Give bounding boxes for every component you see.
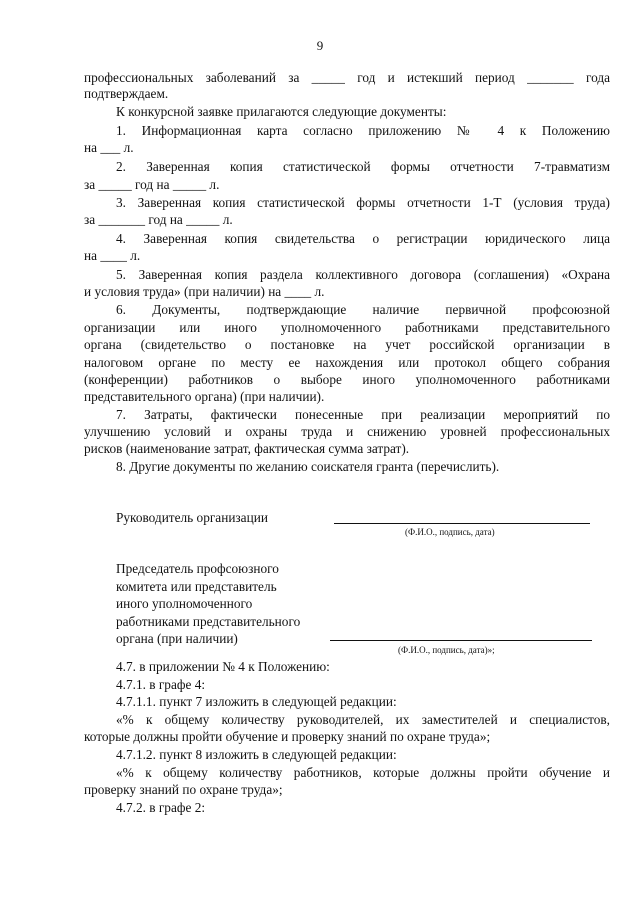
amendment-line: 4.7.1.2. пункт 8 изложить в следующей редакции: — [116, 747, 397, 762]
body-line: за _______ год на _____ л. — [84, 212, 233, 227]
amendment-line: «% к общему количеству руководителей, их заместителей и специалистов, — [116, 712, 610, 727]
signature-label-line: Председатель профсоюзного — [116, 561, 279, 576]
signature-label-head: Руководитель организации — [116, 510, 268, 525]
signature-label-line: работниками представительного — [116, 613, 301, 629]
signature-label-line: комитета или представитель — [116, 578, 277, 594]
signature-caption-union: (Ф.И.О., подпись, дата)»; — [398, 645, 495, 655]
signature-caption-head: (Ф.И.О., подпись, дата) — [405, 527, 495, 537]
amendment-line: 4.7. в приложении № 4 к Положению: — [116, 659, 330, 674]
signature-line-union — [330, 640, 592, 641]
body-line: улучшению условий и охраны труда и снижению уровней профессиональных — [84, 424, 610, 439]
body-line: на ___ л. — [84, 140, 134, 155]
body-line: 3. Заверенная копия статистической формы отчетности 1-Т (условия труда) — [116, 195, 610, 210]
body-line: организации или иного уполномоченного работниками представительного — [84, 320, 610, 335]
body-line: 4. Заверенная копия свидетельства о регистрации юридического лица — [116, 231, 610, 246]
body-line: 7. Затраты, фактически понесенные при реализации мероприятий по — [116, 407, 610, 422]
amendment-line: которые должны пройти обучение и проверку знаний по охране труда»; — [84, 729, 491, 744]
body-line: налоговом органе по месту ее нахождения или протокол общего собрания — [84, 355, 610, 370]
body-line: 8. Другие документы по желанию соискателя гранта (перечислить). — [116, 459, 500, 474]
body-line: представительного органа) (при наличии). — [84, 389, 325, 404]
body-line: органа (свидетельство о постановке на учет российской организации в — [84, 337, 610, 352]
body-line: за _____ год на _____ л. — [84, 177, 220, 192]
amendment-line: «% к общему количеству работников, которые должны пройти обучение и — [116, 765, 610, 780]
signature-label-union — [116, 560, 300, 648]
body-line: на ____ л. — [84, 248, 141, 263]
amendment-line: проверку знаний по охране труда»; — [84, 782, 283, 797]
body-line: 6. Документы, подтверждающие наличие первичной профсоюзной — [116, 302, 610, 317]
body-line: рисков (наименование затрат, фактическая сумма затрат). — [84, 441, 410, 456]
body-line: профессиональных заболеваний за _____ год и истекший период _______ года — [84, 70, 610, 85]
body-line: и условия труда» (при наличии) на ____ л. — [84, 284, 325, 299]
amendment-line: 4.7.2. в графе 2: — [116, 800, 206, 815]
body-line: 2. Заверенная копия статистической формы отчетности 7-травматизм — [116, 159, 610, 174]
signature-line-head — [334, 523, 590, 524]
amendment-line: 4.7.1.1. пункт 7 изложить в следующей редакции: — [116, 694, 397, 709]
signature-label-line: органа (при наличии) — [116, 631, 238, 646]
body-line: 5. Заверенная копия раздела коллективного договора (соглашения) «Охрана — [116, 267, 610, 282]
body-line: (конференции) работников о выборе иного уполномоченного работниками — [84, 372, 610, 387]
body-line: К конкурсной заявке прилагаются следующие документы: — [116, 104, 447, 119]
signature-label-line: иного уполномоченного — [116, 596, 253, 611]
amendment-line: 4.7.1. в графе 4: — [116, 677, 206, 692]
page-number: 9 — [316, 38, 324, 53]
body-line: подтверждаем. — [84, 86, 169, 101]
body-line: 1. Информационная карта согласно приложению № 4 к Положению — [116, 123, 610, 138]
